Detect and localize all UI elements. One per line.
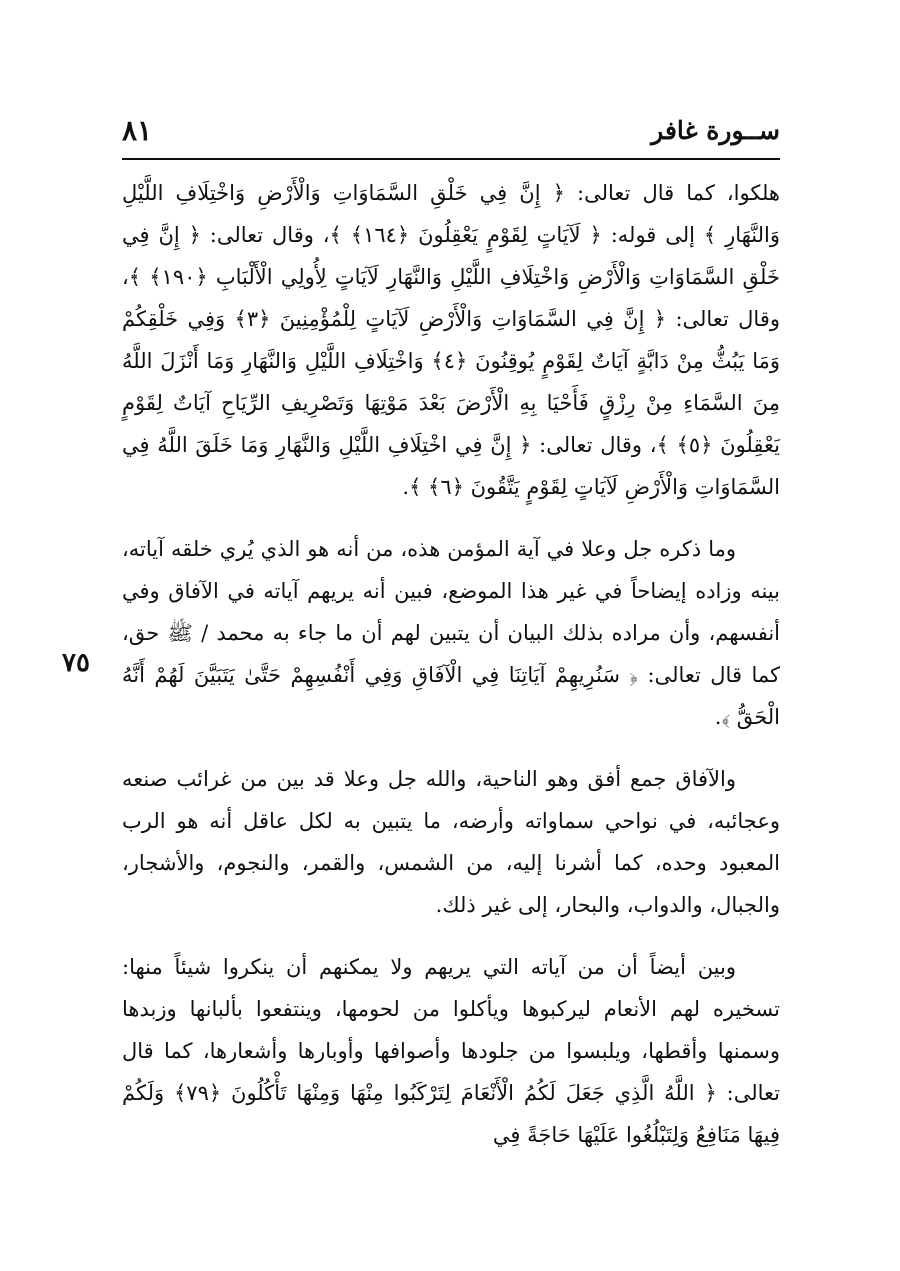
surah-title: ســورة غافر — [651, 116, 780, 145]
paragraph-2: وما ذكره جل وعلا في آية المؤمن هذه، من أنه هو الذي يُري خلقه آياته، بينه وزاده إيضاحاً في غير هذا الموضع، فبين أنه يريهم آياته في الآفاق وفي أنفسهم، وأن مراده بذلك البيان أن يتبين لهم أن ما جاء به محمد / ﷺ حق، كما قال تعالى: ﴿ سَنُرِيهِمْ آيَاتِنَا فِي الْآفَاقِ وَفِي أَنْفُسِهِمْ حَتَّىٰ يَتَبَيَّنَ لَهُمْ أَنَّهُ الْحَقُّ ﴾. — [122, 537, 780, 729]
paragraph-3: والآفاق جمع أفق وهو الناحية، والله جل وعلا قد بين من غرائب صنعه وعجائبه، في نواحي سماواته وأرضه، ما يتبين به لكل عاقل أنه هو الرب المعبود وحده، كما أشرنا إليه، من الشمس، والقمر، والنجوم، والأشجار، والجبال، والدواب، والبحار، إلى غير ذلك. — [122, 767, 780, 917]
page-body — [122, 172, 780, 1156]
paragraph-4: وبين أيضاً أن من آياته التي يريهم ولا يمكنهم أن ينكروا شيئاً منها: تسخيره لهم الأنعام ليركبوها ويأكلوا من لحومها، وينتفعوا بألبانها وزبدها وسمنها وأقطها، ويلبسوا من جلودها وأصوافها وأوبارها وأشعارها، كما قال تعالى: ﴿ اللَّهُ الَّذِي جَعَلَ لَكُمُ الْأَنْعَامَ لِتَرْكَبُوا مِنْهَا وَمِنْهَا تَأْكُلُونَ ﴿٧٩﴾ وَلَكُمْ فِيهَا مَنَافِعُ وَلِتَبْلُغُوا عَلَيْهَا حَاجَةً فِي — [122, 955, 780, 1147]
margin-page-reference: ٧٥ — [62, 648, 90, 678]
paragraph-1: هلكوا، كما قال تعالى: ﴿ إِنَّ فِي خَلْقِ السَّمَاوَاتِ وَالْأَرْضِ وَاخْتِلَافِ اللَّيْلِ وَالنَّهَارِ ﴾ إلى قوله: ﴿ لَآيَاتٍ لِقَوْمٍ يَعْقِلُونَ ﴿١٦٤﴾ ﴾، وقال تعالى: ﴿ إِنَّ فِي خَلْقِ السَّمَاوَاتِ وَالْأَرْضِ وَاخْتِلَافِ اللَّيْلِ وَالنَّهَارِ لَآيَاتٍ لِأُولِي الْأَلْبَابِ ﴿١٩٠﴾ ﴾، وقال تعالى: ﴿ إِنَّ فِي السَّمَاوَاتِ وَالْأَرْضِ لَآيَاتٍ لِلْمُؤْمِنِينَ ﴿٣﴾ وَفِي خَلْقِكُمْ وَمَا يَبُثُّ مِنْ دَابَّةٍ آيَاتٌ لِقَوْمٍ يُوقِنُونَ ﴿٤﴾ وَاخْتِلَافِ اللَّيْلِ وَالنَّهَارِ وَمَا أَنْزَلَ اللَّهُ مِنَ السَّمَاءِ مِنْ رِزْقٍ فَأَحْيَا بِهِ الْأَرْضَ بَعْدَ مَوْتِهَا وَتَصْرِيفِ الرِّيَاحِ آيَاتٌ لِقَوْمٍ يَعْقِلُونَ ﴿٥﴾ ﴾، وقال تعالى: ﴿ إِنَّ فِي اخْتِلَافِ اللَّيْلِ وَالنَّهَارِ وَمَا خَلَقَ اللَّهُ فِي السَّمَاوَاتِ وَالْأَرْضِ لَآيَاتٍ لِقَوْمٍ يَتَّقُونَ ﴿٦﴾ ﴾. — [122, 181, 780, 499]
page-header — [122, 112, 780, 158]
header-rule — [122, 158, 780, 160]
page-number: ٨١ — [122, 114, 153, 147]
